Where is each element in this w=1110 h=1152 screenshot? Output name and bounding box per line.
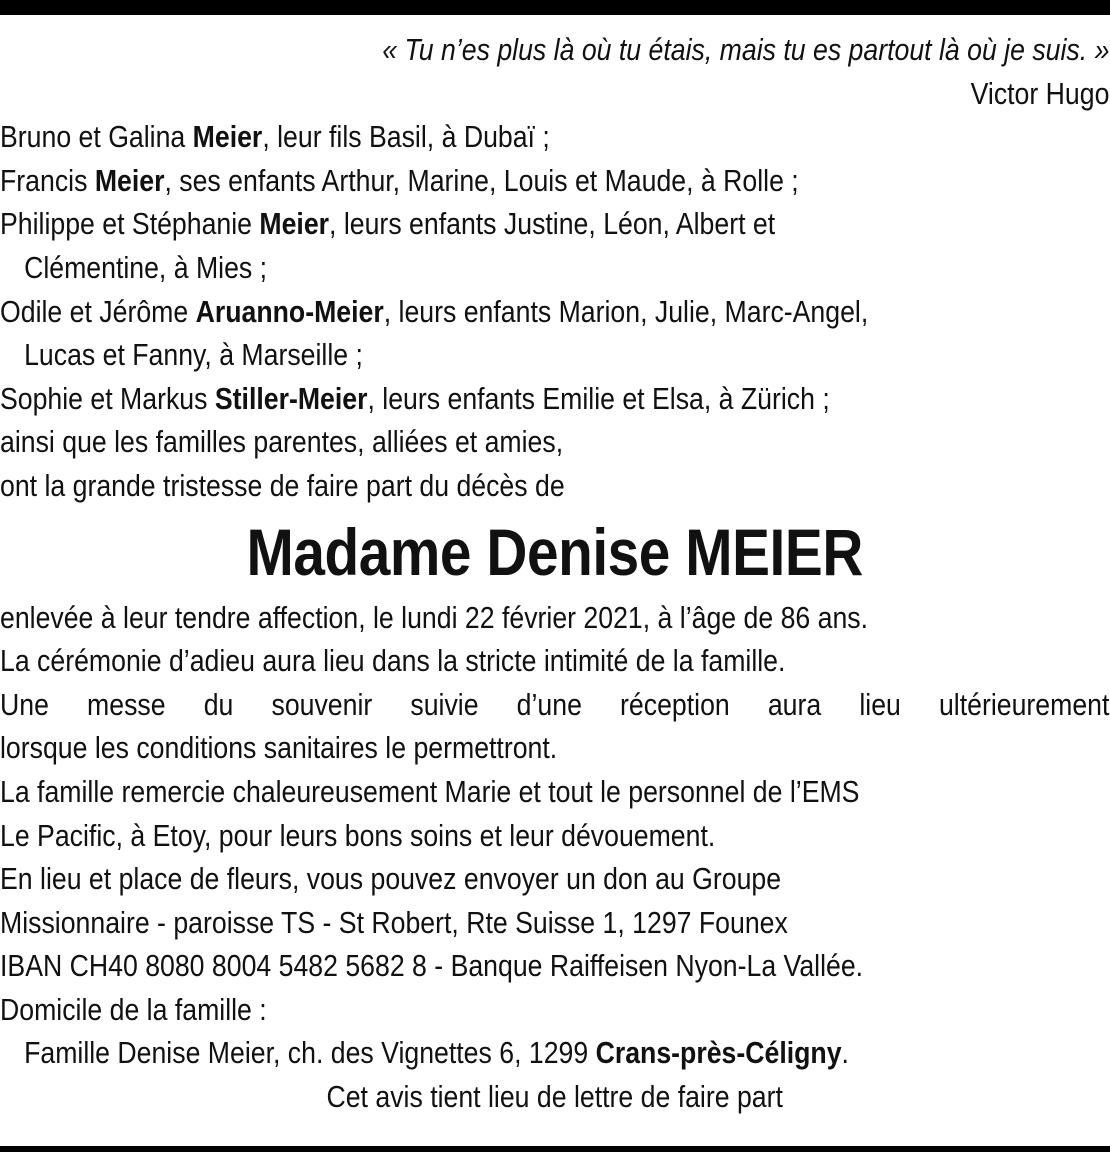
family-line: Sophie et Markus Stiller-Meier, leurs enfants Emilie et Elsa, à Zürich ; <box>0 380 830 416</box>
body-line: enlevée à leur tendre affection, le lundi 22 février 2021, à l’âge de 86 ans. <box>0 599 869 635</box>
quote-author: Victor Hugo <box>970 75 1110 111</box>
bottom-rule <box>0 1146 1110 1152</box>
top-rule <box>0 0 1110 15</box>
deceased-name: Madame Denise MEIER <box>246 514 863 589</box>
body-line: En lieu et place de fleurs, vous pouvez envoyer un don au Groupe <box>0 861 782 897</box>
intro-line: ainsi que les familles parentes, alliées et amies, <box>0 424 564 460</box>
family-line: Bruno et Galina Meier, leur fils Basil, à Dubaï ; <box>0 119 550 155</box>
body-line: Le Pacific, à Etoy, pour leurs bons soins et leur dévouement. <box>0 817 716 853</box>
body-line: IBAN CH40 8080 8004 5482 5682 8 - Banque Raiffeisen Nyon-La Vallée. <box>0 948 864 984</box>
family-line-continuation: Lucas et Fanny, à Marseille ; <box>24 337 363 373</box>
body-line: La cérémonie d’adieu aura lieu dans la stricte intimité de la famille. <box>0 643 786 679</box>
body-line: lorsque les conditions sanitaires le permettront. <box>0 730 558 766</box>
body-line: La famille remercie chaleureusement Marie et tout le personnel de l’EMS <box>0 773 860 809</box>
family-address: Famille Denise Meier, ch. des Vignettes 6, 1299 Crans-près-Céligny. <box>24 1035 849 1071</box>
body-line: Domicile de la famille : <box>0 991 267 1027</box>
body-line-justified: Une messe du souvenir suivie d’une réception aura lieu ultérieurement <box>0 686 1110 722</box>
body-line: Missionnaire - paroisse TS - St Robert, Rte Suisse 1, 1297 Founex <box>0 904 788 940</box>
footer-note: Cet avis tient lieu de lettre de faire part <box>326 1079 783 1115</box>
quote-text: « Tu n’es plus là où tu étais, mais tu es partout là où je suis. » <box>382 32 1110 67</box>
family-line-continuation: Clémentine, à Mies ; <box>24 249 268 285</box>
family-line: Philippe et Stéphanie Meier, leurs enfants Justine, Léon, Albert et <box>0 206 776 242</box>
family-line: Francis Meier, ses enfants Arthur, Marine, Louis et Maude, à Rolle ; <box>0 162 799 198</box>
family-line: Odile et Jérôme Aruanno-Meier, leurs enfants Marion, Julie, Marc-Angel, <box>0 293 869 329</box>
death-notice <box>0 28 1110 1119</box>
intro-line: ont la grande tristesse de faire part du décès de <box>0 467 565 503</box>
